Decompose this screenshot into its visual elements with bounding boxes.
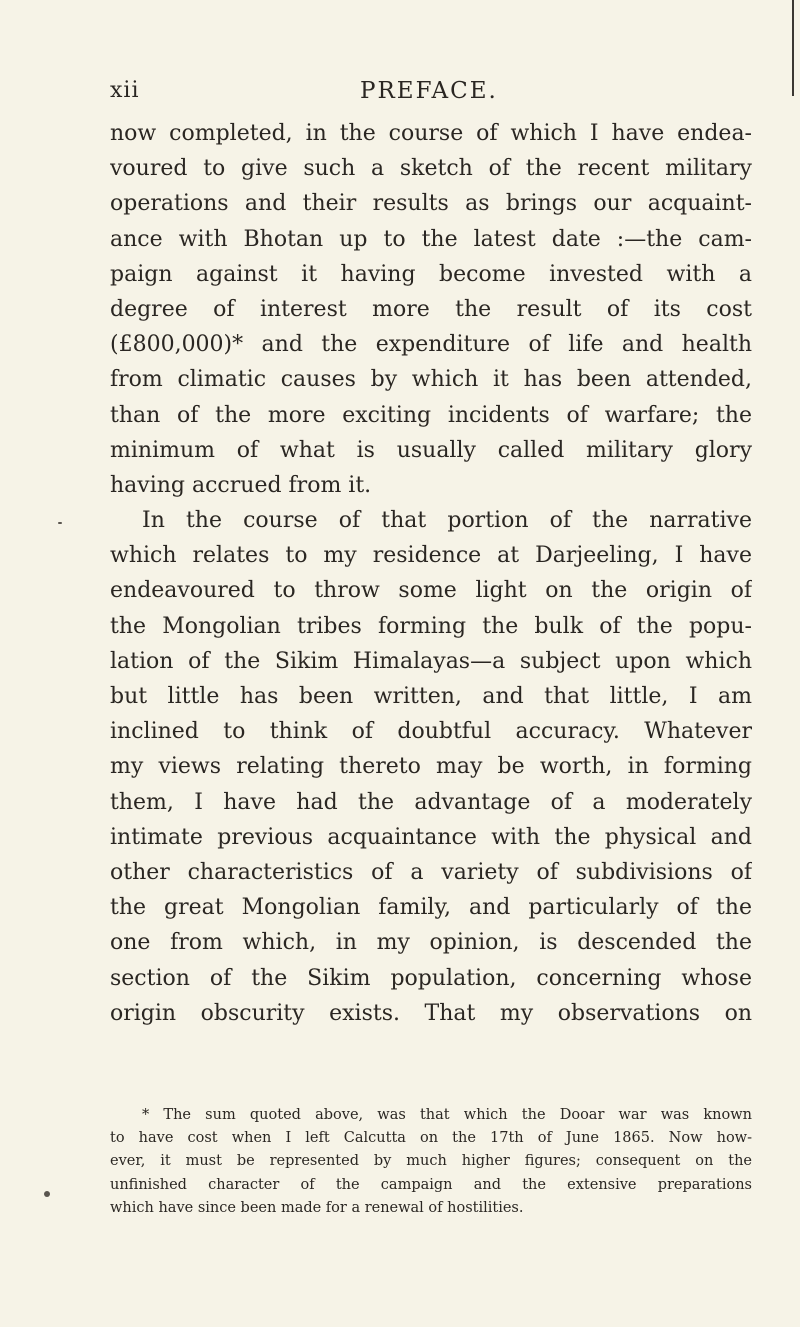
text-line: paign against it having become invested with a — [110, 261, 752, 287]
text-line: origin obscurity exists. That my observations on — [110, 1000, 752, 1026]
body-text — [110, 116, 752, 1031]
text-line: the great Mongolian family, and particularly of the — [110, 895, 752, 921]
text-line: now completed, in the course of which I have endea- — [110, 121, 752, 146]
text-line: which relates to my residence at Darjeeling, I have — [110, 543, 752, 569]
text-line: minimum of what is usually called military glory — [110, 437, 752, 463]
text-line: having accrued from it. — [110, 472, 372, 498]
text-line: section of the Sikim population, concerning whose — [110, 965, 752, 991]
page-edge-shadow — [792, 0, 794, 96]
text-line: from climatic causes by which it has been attended, — [110, 367, 752, 393]
text-line: one from which, in my opinion, is descended the — [110, 930, 752, 956]
text-line: than of the more exciting incidents of warfare; the — [110, 402, 752, 428]
ink-speck — [58, 522, 62, 524]
text-line: other characteristics of a variety of subdivisions of — [110, 859, 752, 885]
text-line: intimate previous acquaintance with the physical and — [110, 824, 752, 850]
text-line: (£800,000)* and the expenditure of life and health — [110, 332, 752, 358]
text-line: In the course of that portion of the narrative — [142, 508, 752, 534]
text-line: inclined to think of doubtful accuracy. Whatever — [110, 719, 752, 745]
page-title: PREFACE. — [360, 78, 498, 104]
footnote-line: * The sum quoted above, was that which the Dooar war was known — [142, 1107, 752, 1123]
text-line: ance with Bhotan up to the latest date :—the cam- — [110, 226, 752, 252]
text-line: operations and their results as brings our acquaint- — [110, 191, 752, 217]
text-line: voured to give such a sketch of the recent military — [110, 156, 752, 182]
page-number: xii — [110, 78, 140, 103]
footnote-line: unfinished character of the campaign and the extensive preparations — [110, 1176, 752, 1193]
text-line: endeavoured to throw some light on the origin of — [110, 578, 752, 604]
running-head — [110, 78, 750, 108]
text-line: my views relating thereto may be worth, in forming — [110, 754, 752, 780]
footnote — [110, 1104, 752, 1220]
footnote-line: to have cost when I left Calcutta on the 17th of June 1865. Now how- — [110, 1130, 752, 1147]
ink-speck — [44, 1191, 50, 1197]
text-line: them, I have had the advantage of a moderately — [110, 789, 752, 815]
text-line: lation of the Sikim Himalayas—a subject upon which — [110, 648, 752, 674]
footnote-line: which have since been made for a renewal of hostilities. — [110, 1199, 524, 1216]
text-line: but little has been written, and that little, I am — [110, 684, 752, 709]
text-line: degree of interest more the result of its cost — [110, 296, 752, 322]
text-line: the Mongolian tribes forming the bulk of the popu- — [110, 613, 752, 639]
footnote-line: ever, it must be represented by much higher figures; consequent on the — [110, 1153, 752, 1170]
